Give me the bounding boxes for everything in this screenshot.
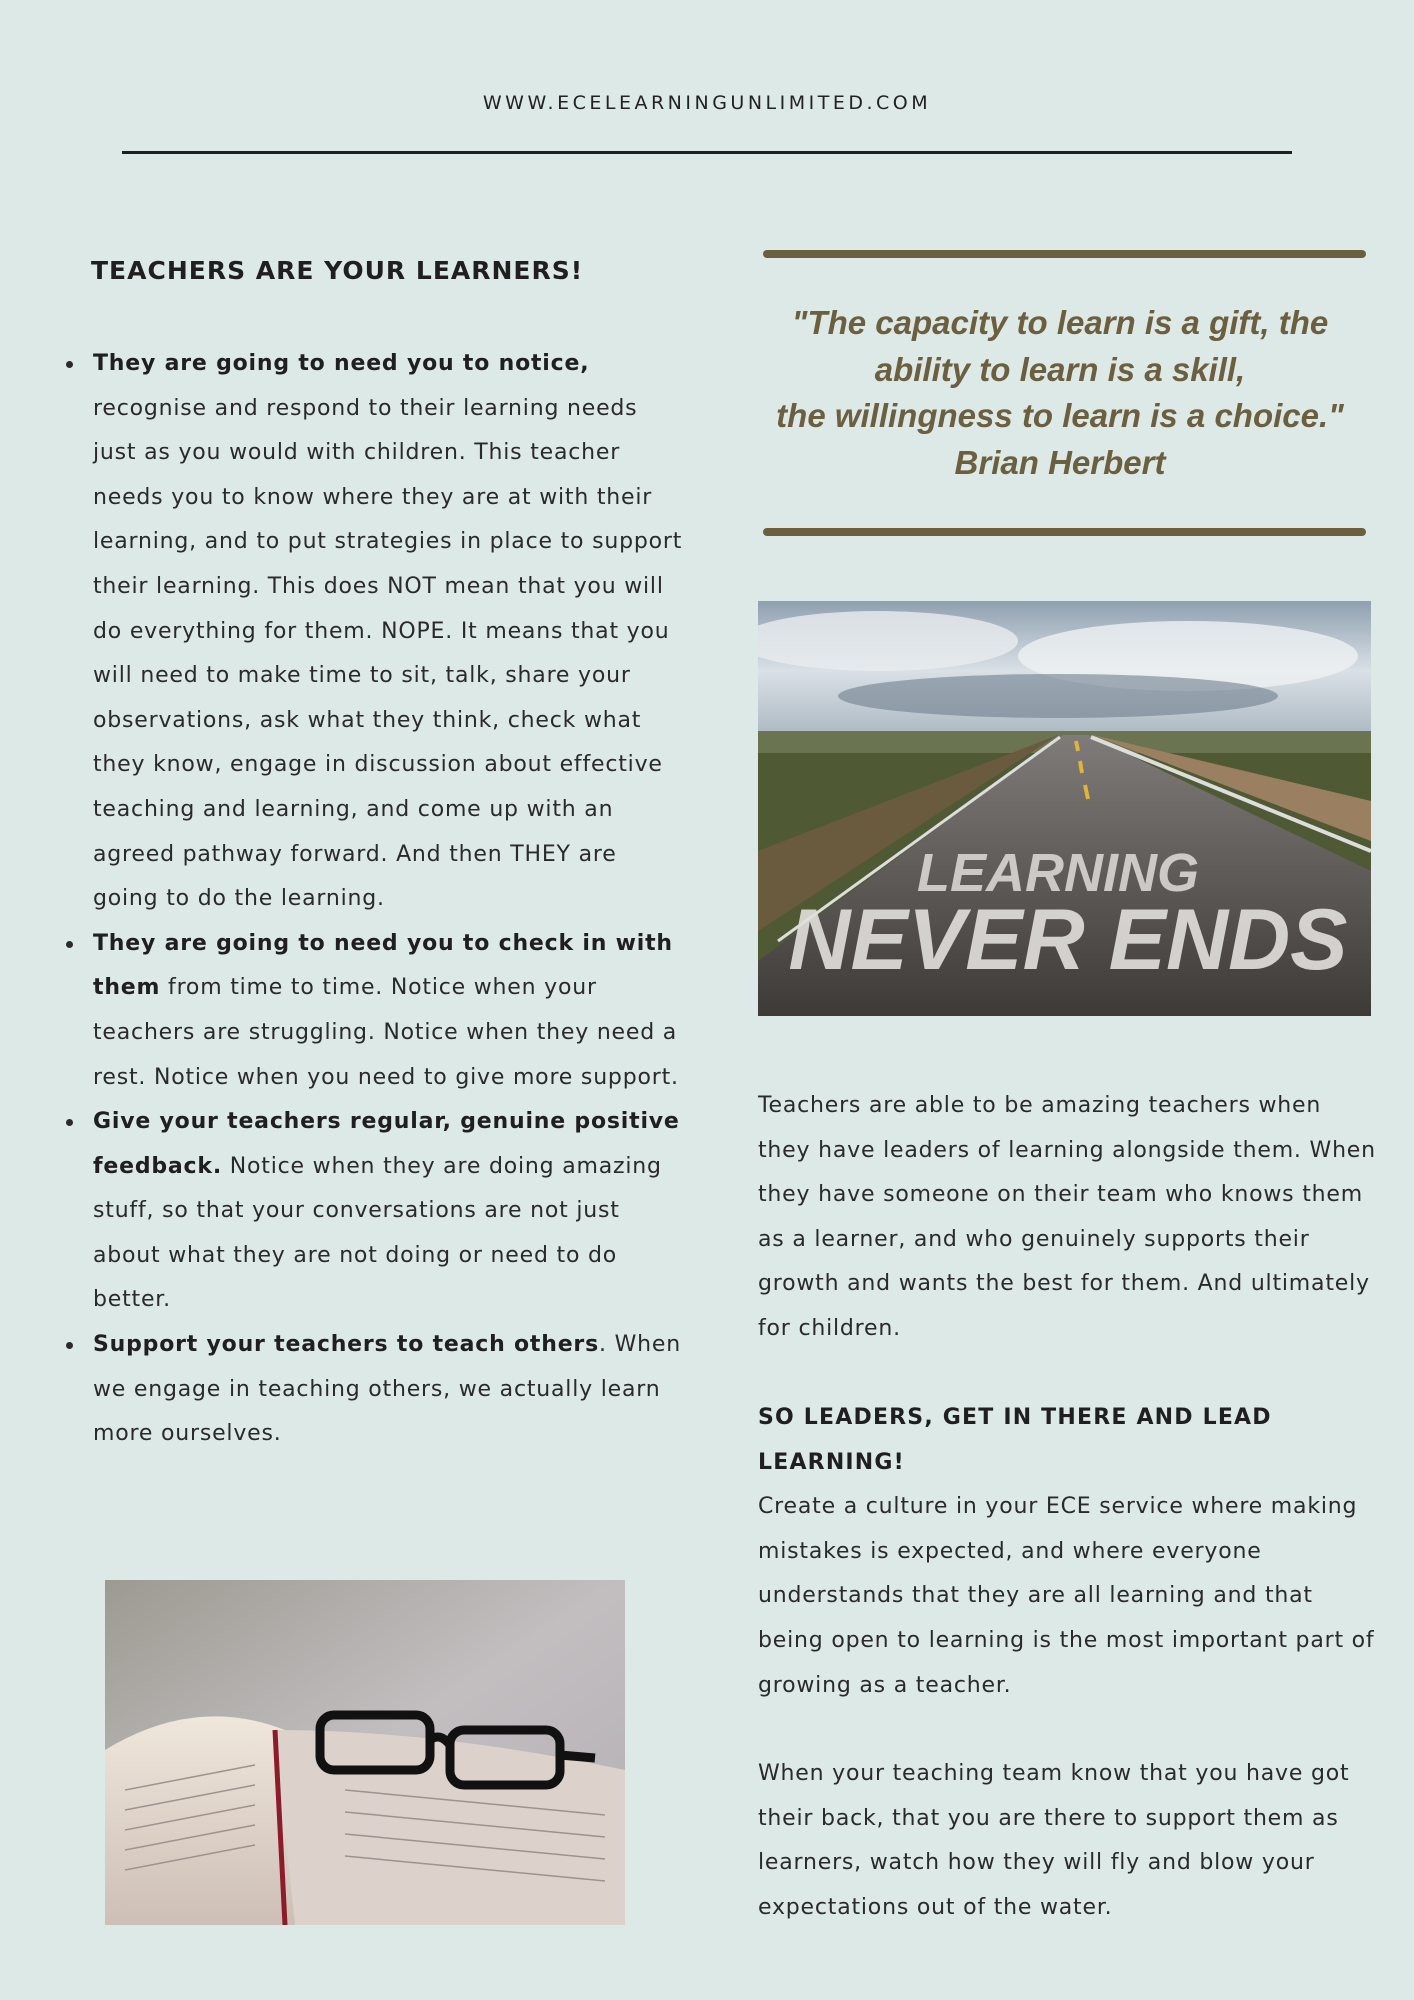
quote-top-rule (763, 250, 1366, 258)
culture-paragraph: Create a culture in your ECE service where making mistakes is expected, and where everyone understands that they are all learning and that being open to learning is the most important part of growing as a teacher. (758, 1494, 1375, 1698)
book-and-glasses-icon (105, 1580, 625, 1925)
support-paragraph: When your teaching team know that you have got their back, that you are there to support them as learners, watch how they will fly and blow your expectations out of the water. (758, 1761, 1350, 1920)
road-image (758, 601, 1371, 1016)
road-icon (758, 601, 1371, 1016)
list-item-text: recognise and respond to their learning needs just as you would with children. This teacher needs you to know where they are at with their learning, and to put strategies in place to support their learning. This does NOT mean that you will do everything for them. NOPE. It means that you will need to make time to sit, talk, share your observations, ask what they think, check what they know, engage in discussion about effective teaching and learning, and come up with an agreed pathway forward. And then THEY are going to do the learning. (93, 395, 683, 912)
quote-line: the willingness to learn is a choice." (776, 397, 1344, 434)
learner-needs-list (93, 342, 683, 1457)
site-url[interactable]: WWW.ECELEARNINGUNLIMITED.COM (482, 92, 932, 114)
pull-quote (740, 300, 1380, 486)
list-item (93, 342, 683, 922)
quote-line: "The capacity to learn is a gift, the (791, 304, 1329, 341)
section-title: TEACHERS ARE YOUR LEARNERS! (91, 256, 584, 285)
quote-line: ability to learn is a skill, (874, 350, 1246, 388)
book-glasses-image (105, 1580, 625, 1925)
list-item-text: from time to time. Notice when your teachers are struggling. Notice when they need a rest. Notice when you need to give more support. (93, 975, 679, 1090)
lead-title: SO LEADERS, GET IN THERE AND LEAD LEARNING! (758, 1405, 1272, 1475)
list-item-bold: Give your teachers regular, genuine positive feedback. (93, 1109, 680, 1179)
list-item-text: Notice when they are doing amazing stuff, so that your conversations are not just about what they are not doing or need to do better. (93, 1153, 662, 1313)
road-word-1: LEARNING (917, 843, 1199, 903)
lead-section (758, 1396, 1378, 1708)
leaders-paragraph: Teachers are able to be amazing teachers when they have leaders of learning alongside them. When they have someone on their team who knows them as a learner, and who genuinely supports their growth and wants the best for them. And ultimately for children. (758, 1093, 1376, 1341)
header-divider (122, 151, 1292, 154)
list-item-bold: They are going to need you to notice, (93, 351, 590, 376)
list-item (93, 922, 683, 1100)
list-item (93, 1323, 683, 1457)
list-item-text: . When we engage in teaching others, we actually learn more ourselves. (93, 1332, 681, 1447)
list-item-bold: Support your teachers to teach others (93, 1332, 599, 1358)
list-item (93, 1100, 683, 1323)
list-item-bold: They are going to need you to check in with them (93, 930, 673, 1001)
quote-bottom-rule (763, 528, 1366, 536)
road-word-2: NEVER ENDS (788, 892, 1348, 988)
quote-author: Brian Herbert (954, 443, 1166, 481)
